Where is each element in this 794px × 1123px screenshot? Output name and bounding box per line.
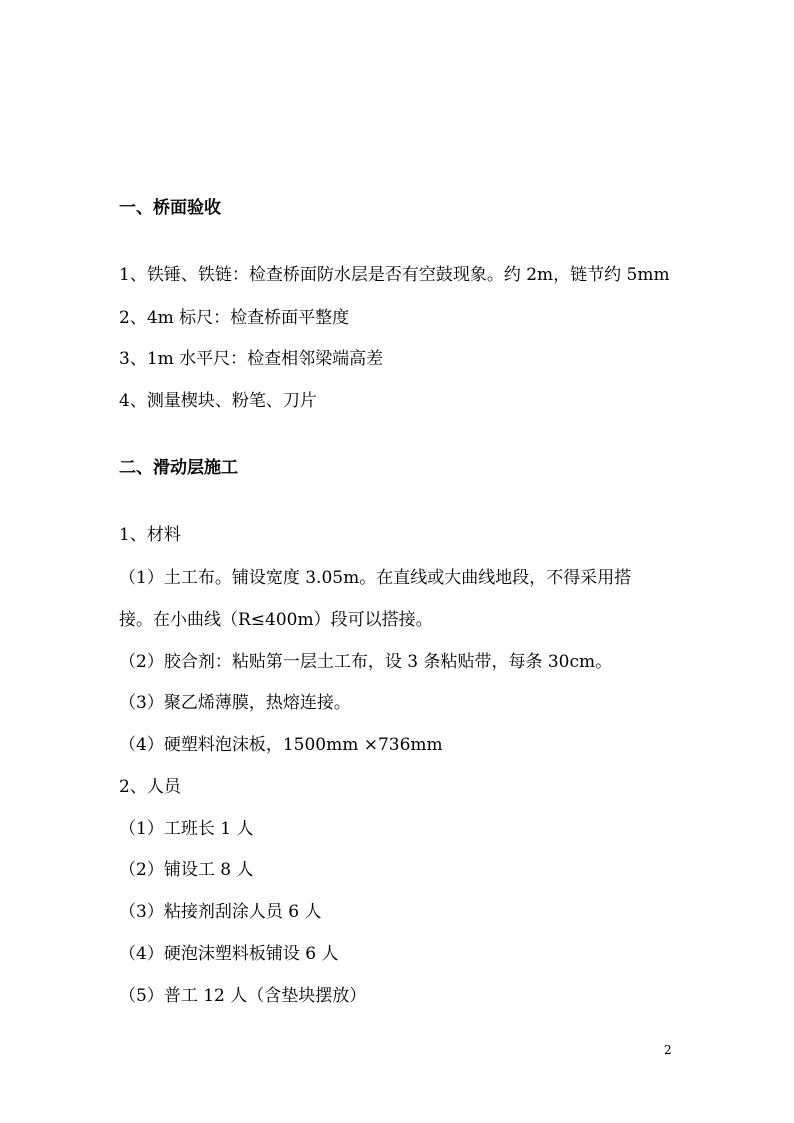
list-item: （2）胶合剂：粘贴第一层土工布，设 3 条粘贴带，每条 30cm。 bbox=[119, 652, 613, 672]
list-item: 3、1m 水平尺：检查相邻梁端高差 bbox=[119, 349, 384, 369]
section-heading-bridge-deck-acceptance: 一、桥面验收 bbox=[119, 198, 221, 218]
list-item: （1）土工布。铺设宽度 3.05m。在直线或大曲线地段，不得采用搭 bbox=[119, 568, 632, 588]
list-item: （4）硬泡沫塑料板铺设 6 人 bbox=[119, 944, 339, 964]
list-item: （3）聚乙烯薄膜，热熔连接。 bbox=[119, 693, 351, 713]
list-item: （3）粘接剂刮涂人员 6 人 bbox=[119, 902, 322, 922]
list-item: 1、铁锤、铁链：检查桥面防水层是否有空鼓现象。约 2m，链节约 5mm bbox=[119, 265, 670, 285]
list-item: 接。在小曲线（R≤400m）段可以搭接。 bbox=[119, 610, 433, 630]
page-number: 2 bbox=[664, 1043, 672, 1057]
list-item: 1、材料 bbox=[119, 525, 181, 545]
list-item: （4）硬塑料泡沫板，1500mm ×736mm bbox=[119, 735, 443, 755]
list-item: （5）普工 12 人（含垫块摆放） bbox=[119, 986, 367, 1006]
list-item: 2、人员 bbox=[119, 777, 181, 797]
list-item: （1）工班长 1 人 bbox=[119, 819, 254, 839]
list-item: 2、4m 标尺：检查桥面平整度 bbox=[119, 308, 350, 328]
list-item: 4、测量楔块、粉笔、刀片 bbox=[119, 391, 317, 411]
section-heading-sliding-layer-construction: 二、滑动层施工 bbox=[119, 458, 238, 478]
list-item: （2）铺设工 8 人 bbox=[119, 860, 254, 880]
